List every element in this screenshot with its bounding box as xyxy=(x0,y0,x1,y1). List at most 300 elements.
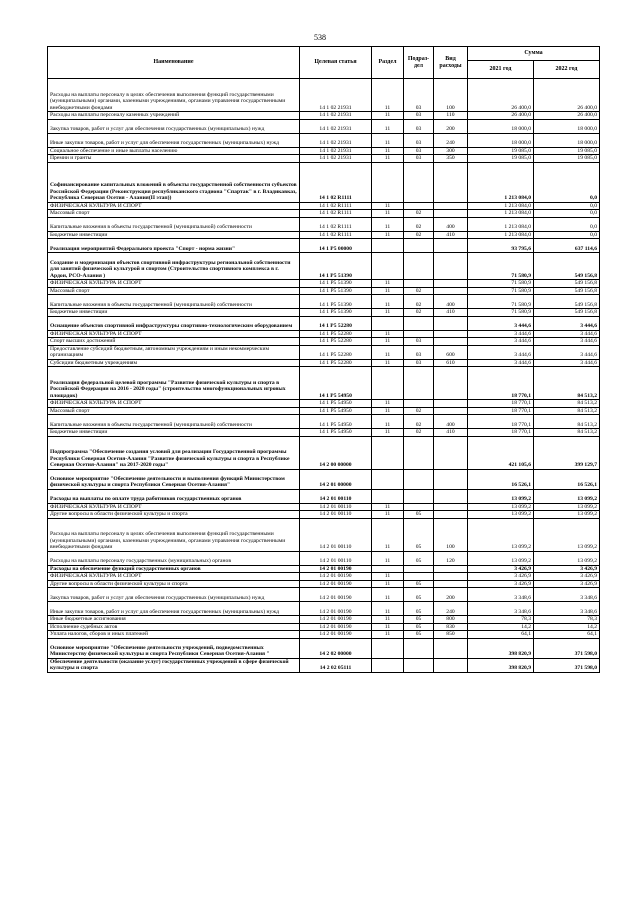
cell-expense-type: 240 xyxy=(434,602,468,616)
table-row xyxy=(48,400,600,408)
cell-subsection xyxy=(404,400,434,408)
cell-name: Бюджетные инвестиции xyxy=(48,309,300,317)
cell-expense-type xyxy=(434,469,468,489)
cell-2022: 3 348,6 xyxy=(534,588,600,602)
cell-2021: 3 444,6 xyxy=(468,359,534,367)
cell-expense-type xyxy=(434,511,468,519)
cell-2022: 3 444,6 xyxy=(534,330,600,338)
cell-section xyxy=(372,239,404,253)
cell-subsection xyxy=(404,253,434,280)
cell-2021: 13 099,2 xyxy=(468,503,534,511)
cell-2022: 18 000,0 xyxy=(534,119,600,133)
cell-2021: 3 444,6 xyxy=(468,345,534,359)
cell-2022: 84 513,2 xyxy=(534,429,600,437)
cell-target-article: 14 2 01 00190 xyxy=(300,623,372,631)
cell-name: Массовый спорт xyxy=(48,407,300,415)
cell-subsection: 02 xyxy=(404,429,434,437)
cell-2022: 0,0 xyxy=(534,210,600,218)
cell-expense-type xyxy=(434,330,468,338)
cell-2021: 78,3 xyxy=(468,616,534,624)
cell-2021: 3 348,6 xyxy=(468,602,534,616)
cell-name: Капитальные вложения в объекты государственной (муниципальной) собственности xyxy=(48,295,300,309)
cell-target-article: 14 2 01 00110 xyxy=(300,489,372,503)
table-row xyxy=(48,580,600,588)
cell-expense-type: 400 xyxy=(434,415,468,429)
cell-2022: 549 156,8 xyxy=(534,295,600,309)
cell-2022: 13 099,2 xyxy=(534,511,600,519)
table-row xyxy=(48,407,600,415)
cell-section: 11 xyxy=(372,623,404,631)
cell-name: Основное мероприятие "Обеспечение деятельности и выполнения функций Министерством физической культуры и спорта Республики Северная Осетия-Алания" xyxy=(48,469,300,489)
cell-expense-type: 610 xyxy=(434,359,468,367)
cell-name: Расходы на выплаты персоналу в целях обеспечения выполнения функций государственными (муниципальными) органами, казенными учреждениями, органами управления государственными внебюджетными фондами xyxy=(48,518,300,551)
cell-name: Закупка товаров, работ и услуг для обеспечения государственных (муниципальных) нужд xyxy=(48,119,300,133)
cell-2021: 26 400,0 xyxy=(468,79,534,112)
cell-target-article: 14 1 P5 54950 xyxy=(300,367,372,400)
cell-target-article: 14 1 P5 51390 xyxy=(300,253,372,280)
cell-section: 11 xyxy=(372,345,404,359)
header-year-2021: 2021 год xyxy=(468,61,534,79)
cell-target-article: 14 2 01 00110 xyxy=(300,551,372,565)
cell-2022: 549 156,8 xyxy=(534,280,600,288)
cell-target-article: 14 2 01 00190 xyxy=(300,565,372,573)
cell-target-article: 14 1 P5 52280 xyxy=(300,338,372,346)
cell-expense-type: 830 xyxy=(434,623,468,631)
cell-target-article: 14 1 02 21931 xyxy=(300,147,372,155)
cell-2022: 371 598,0 xyxy=(534,638,600,658)
cell-section xyxy=(372,469,404,489)
cell-name: Другие вопросы в области физической культуры и спорта xyxy=(48,511,300,519)
cell-target-article: 14 1 P5 54950 xyxy=(300,407,372,415)
cell-2022: 3 444,6 xyxy=(534,316,600,330)
cell-section xyxy=(372,436,404,469)
cell-expense-type xyxy=(434,638,468,658)
cell-2022: 84 513,2 xyxy=(534,415,600,429)
cell-2022: 19 085,0 xyxy=(534,147,600,155)
cell-expense-type xyxy=(434,253,468,280)
cell-target-article: 14 1 P5 54950 xyxy=(300,400,372,408)
cell-2021: 18 770,1 xyxy=(468,400,534,408)
cell-expense-type: 100 xyxy=(434,79,468,112)
cell-target-article: 14 1 P5 51390 xyxy=(300,280,372,288)
cell-2022: 78,3 xyxy=(534,616,600,624)
cell-subsection xyxy=(404,573,434,581)
cell-name: Иные закупки товаров, работ и услуг для обеспечения государственных (муниципальных) нужд xyxy=(48,602,300,616)
cell-name: ФИЗИЧЕСКАЯ КУЛЬТУРА И СПОРТ xyxy=(48,330,300,338)
cell-target-article: 14 1 02 21931 xyxy=(300,79,372,112)
cell-subsection: 05 xyxy=(404,580,434,588)
cell-subsection: 03 xyxy=(404,155,434,163)
cell-2022: 19 085,0 xyxy=(534,155,600,163)
cell-target-article: 14 1 02 R1111 xyxy=(300,162,372,202)
table-row xyxy=(48,638,600,658)
cell-2022: 13 099,2 xyxy=(534,503,600,511)
cell-target-article: 14 1 02 R1111 xyxy=(300,210,372,218)
cell-subsection xyxy=(404,436,434,469)
cell-section: 11 xyxy=(372,133,404,147)
cell-2022: 0,0 xyxy=(534,202,600,210)
cell-2021: 1 213 084,0 xyxy=(468,202,534,210)
cell-name: ФИЗИЧЕСКАЯ КУЛЬТУРА И СПОРТ xyxy=(48,573,300,581)
cell-subsection xyxy=(404,658,434,672)
cell-name: Расходы на выплаты персоналу государственных (муниципальных) органов xyxy=(48,551,300,565)
table-row xyxy=(48,295,600,309)
cell-section: 11 xyxy=(372,280,404,288)
cell-2022: 84 513,2 xyxy=(534,400,600,408)
cell-section: 11 xyxy=(372,580,404,588)
cell-subsection: 03 xyxy=(404,147,434,155)
cell-expense-type: 850 xyxy=(434,631,468,639)
cell-2021: 26 400,0 xyxy=(468,112,534,120)
cell-2021: 13 099,2 xyxy=(468,551,534,565)
table-row xyxy=(48,623,600,631)
header-name: Наименование xyxy=(48,47,300,79)
cell-2022: 637 114,6 xyxy=(534,239,600,253)
cell-2021: 3 426,9 xyxy=(468,580,534,588)
cell-2021: 1 213 084,0 xyxy=(468,162,534,202)
cell-name: Софинансирование капитальных вложений в объекты государственной собственности субъектов Российской Федерации (Реконструкция республиканского стадиона "Спартак" в г. Владикавказ, Республика Северная Осетия - Алания(II этап)) xyxy=(48,162,300,202)
cell-target-article: 14 1 02 21931 xyxy=(300,133,372,147)
cell-2021: 398 820,9 xyxy=(468,658,534,672)
cell-subsection xyxy=(404,638,434,658)
cell-expense-type xyxy=(434,162,468,202)
cell-target-article: 14 1 02 21931 xyxy=(300,119,372,133)
cell-section: 11 xyxy=(372,602,404,616)
cell-subsection: 05 xyxy=(404,631,434,639)
cell-expense-type: 800 xyxy=(434,616,468,624)
cell-section xyxy=(372,253,404,280)
cell-name: ФИЗИЧЕСКАЯ КУЛЬТУРА И СПОРТ xyxy=(48,280,300,288)
cell-name: Расходы на выплаты персоналу в целях обеспечения выполнения функций государственными (муниципальными) органами, казенными учреждениями, органами управления государственными внебюджетными фондами xyxy=(48,79,300,112)
cell-expense-type xyxy=(434,287,468,295)
cell-expense-type: 400 xyxy=(434,217,468,231)
cell-section: 11 xyxy=(372,287,404,295)
table-row xyxy=(48,503,600,511)
header-year-2022: 2022 год xyxy=(534,61,600,79)
cell-section: 11 xyxy=(372,518,404,551)
cell-2021: 71 580,9 xyxy=(468,280,534,288)
cell-section: 11 xyxy=(372,202,404,210)
budget-table xyxy=(47,46,600,673)
cell-target-article: 14 1 P5 51390 xyxy=(300,295,372,309)
table-body xyxy=(48,79,600,673)
cell-expense-type: 400 xyxy=(434,295,468,309)
cell-2022: 371 598,0 xyxy=(534,658,600,672)
cell-section: 11 xyxy=(372,415,404,429)
cell-subsection: 02 xyxy=(404,415,434,429)
cell-2021: 398 820,9 xyxy=(468,638,534,658)
cell-expense-type xyxy=(434,367,468,400)
cell-expense-type xyxy=(434,580,468,588)
cell-2022: 13 099,2 xyxy=(534,489,600,503)
cell-subsection: 05 xyxy=(404,602,434,616)
cell-name: Реализация мероприятий Федерального проекта "Спорт - норма жизни" xyxy=(48,239,300,253)
cell-target-article: 14 2 01 00000 xyxy=(300,469,372,489)
cell-subsection: 02 xyxy=(404,295,434,309)
cell-2022: 0,0 xyxy=(534,217,600,231)
table-row xyxy=(48,210,600,218)
cell-target-article: 14 2 01 00190 xyxy=(300,616,372,624)
cell-name: Предоставление субсидий бюджетным, автономным учреждениям и иным некоммерческим организациям xyxy=(48,345,300,359)
table-row xyxy=(48,518,600,551)
cell-section: 11 xyxy=(372,231,404,239)
cell-expense-type: 120 xyxy=(434,551,468,565)
table-row xyxy=(48,287,600,295)
cell-subsection: 02 xyxy=(404,407,434,415)
cell-2022: 84 513,2 xyxy=(534,367,600,400)
cell-2022: 3 444,6 xyxy=(534,338,600,346)
cell-2021: 3 444,6 xyxy=(468,330,534,338)
cell-subsection: 03 xyxy=(404,345,434,359)
cell-expense-type: 410 xyxy=(434,309,468,317)
cell-section: 11 xyxy=(372,210,404,218)
cell-subsection: 03 xyxy=(404,338,434,346)
header-target-article: Целевая статья xyxy=(300,47,372,79)
cell-expense-type xyxy=(434,202,468,210)
cell-section: 11 xyxy=(372,359,404,367)
cell-expense-type: 200 xyxy=(434,119,468,133)
cell-2021: 18 770,1 xyxy=(468,367,534,400)
cell-name: Основное мероприятие "Обеспечение деятельности учреждений, подведомственных Министерству физической культуры и спорта Республики Северная Осетия-Алания " xyxy=(48,638,300,658)
cell-expense-type xyxy=(434,338,468,346)
cell-subsection xyxy=(404,162,434,202)
cell-section xyxy=(372,565,404,573)
cell-subsection: 05 xyxy=(404,623,434,631)
cell-name: Социальное обеспечение и иные выплаты населению xyxy=(48,147,300,155)
cell-2022: 399 129,7 xyxy=(534,436,600,469)
cell-name: Подпрограмма "Обеспечение создания условий для реализации Государственной программы Республики Северная Осетия-Алания "Развитие физической культуры и спорта в Республике Северная Осетия-Алания" на 2017-2020 годы" xyxy=(48,436,300,469)
cell-section: 11 xyxy=(372,631,404,639)
table-row xyxy=(48,429,600,437)
cell-2022: 18 000,0 xyxy=(534,133,600,147)
table-row xyxy=(48,511,600,519)
cell-expense-type xyxy=(434,407,468,415)
table-row xyxy=(48,602,600,616)
cell-2021: 13 099,2 xyxy=(468,489,534,503)
cell-2021: 13 099,2 xyxy=(468,511,534,519)
cell-name: Оснащение объектов спортивной инфраструктуры спортивно-технологическим оборудованием xyxy=(48,316,300,330)
table-row xyxy=(48,231,600,239)
table-row xyxy=(48,551,600,565)
cell-target-article: 14 2 01 00190 xyxy=(300,631,372,639)
cell-2021: 3 426,9 xyxy=(468,573,534,581)
table-row xyxy=(48,565,600,573)
cell-2021: 18 770,1 xyxy=(468,407,534,415)
cell-subsection xyxy=(404,565,434,573)
cell-section xyxy=(372,367,404,400)
cell-2021: 3 348,6 xyxy=(468,588,534,602)
cell-subsection: 02 xyxy=(404,309,434,317)
cell-subsection: 03 xyxy=(404,359,434,367)
table-row xyxy=(48,469,600,489)
cell-section: 11 xyxy=(372,616,404,624)
cell-2021: 71 580,9 xyxy=(468,295,534,309)
cell-2022: 549 156,8 xyxy=(534,287,600,295)
cell-expense-type xyxy=(434,316,468,330)
table-row xyxy=(48,253,600,280)
cell-2021: 13 099,2 xyxy=(468,518,534,551)
cell-section: 11 xyxy=(372,551,404,565)
cell-name: Субсидии бюджетным учреждениям xyxy=(48,359,300,367)
cell-name: Капитальные вложения в объекты государственной (муниципальной) собственности xyxy=(48,415,300,429)
cell-subsection: 03 xyxy=(404,119,434,133)
header-subsection: Подраз-дел xyxy=(404,47,434,79)
cell-subsection: 05 xyxy=(404,511,434,519)
cell-target-article: 14 1 P5 54950 xyxy=(300,429,372,437)
cell-name: Обеспечение деятельности (оказание услуг) государственных учреждений в сфере физической культуры и спорта xyxy=(48,658,300,672)
cell-name: Расходы на выплаты по оплате труда работников государственных органов xyxy=(48,489,300,503)
cell-name: Капитальные вложения в объекты государственной (муниципальной) собственности xyxy=(48,217,300,231)
cell-expense-type xyxy=(434,503,468,511)
cell-2022: 26 400,0 xyxy=(534,79,600,112)
cell-name: Исполнение судебных актов xyxy=(48,623,300,631)
cell-section: 11 xyxy=(372,217,404,231)
cell-expense-type xyxy=(434,210,468,218)
cell-subsection: 03 xyxy=(404,79,434,112)
cell-expense-type: 600 xyxy=(434,345,468,359)
table-row xyxy=(48,330,600,338)
cell-target-article: 14 1 02 R1111 xyxy=(300,217,372,231)
cell-subsection xyxy=(404,202,434,210)
cell-2021: 19 085,0 xyxy=(468,155,534,163)
cell-target-article: 14 1 P5 52280 xyxy=(300,359,372,367)
table-row xyxy=(48,202,600,210)
cell-name: Бюджетные инвестиции xyxy=(48,231,300,239)
cell-section: 11 xyxy=(372,429,404,437)
cell-target-article: 14 2 01 00190 xyxy=(300,602,372,616)
cell-name: ФИЗИЧЕСКАЯ КУЛЬТУРА И СПОРТ xyxy=(48,400,300,408)
cell-target-article: 14 1 P5 54950 xyxy=(300,415,372,429)
table-row xyxy=(48,217,600,231)
cell-subsection: 05 xyxy=(404,518,434,551)
cell-name: Массовый спорт xyxy=(48,210,300,218)
cell-2022: 14,2 xyxy=(534,623,600,631)
cell-expense-type: 200 xyxy=(434,588,468,602)
cell-name: Уплата налогов, сборов и иных платежей xyxy=(48,631,300,639)
cell-subsection xyxy=(404,330,434,338)
cell-2021: 18 000,0 xyxy=(468,119,534,133)
cell-2021: 421 105,6 xyxy=(468,436,534,469)
cell-section: 11 xyxy=(372,295,404,309)
cell-section: 11 xyxy=(372,112,404,120)
table-row xyxy=(48,338,600,346)
cell-section xyxy=(372,638,404,658)
cell-section: 11 xyxy=(372,503,404,511)
table-row xyxy=(48,147,600,155)
cell-expense-type: 350 xyxy=(434,155,468,163)
cell-2021: 18 770,1 xyxy=(468,415,534,429)
cell-name: Расходы на обеспечение функций государственных органов xyxy=(48,565,300,573)
cell-subsection xyxy=(404,489,434,503)
table-row xyxy=(48,631,600,639)
cell-target-article: 14 2 02 00000 xyxy=(300,638,372,658)
table-row xyxy=(48,133,600,147)
cell-section: 11 xyxy=(372,588,404,602)
cell-target-article: 14 1 P5 51390 xyxy=(300,309,372,317)
cell-section: 11 xyxy=(372,155,404,163)
cell-2021: 1 213 084,0 xyxy=(468,210,534,218)
cell-name: Реализация федеральной целевой программы "Развитие физической культуры и спорта в Российской Федерации на 2016 - 2020 годы" (строительство многофункциональных игровых площадок) xyxy=(48,367,300,400)
cell-2021: 16 526,1 xyxy=(468,469,534,489)
table-row xyxy=(48,489,600,503)
cell-target-article: 14 2 01 00190 xyxy=(300,580,372,588)
table-row xyxy=(48,112,600,120)
cell-target-article: 14 1 02 21931 xyxy=(300,155,372,163)
table-row xyxy=(48,359,600,367)
cell-2022: 26 400,0 xyxy=(534,112,600,120)
cell-name: Иные закупки товаров, работ и услуг для обеспечения государственных (муниципальных) нужд xyxy=(48,133,300,147)
cell-expense-type xyxy=(434,436,468,469)
cell-2022: 3 426,9 xyxy=(534,573,600,581)
cell-expense-type xyxy=(434,400,468,408)
cell-target-article: 14 2 01 00110 xyxy=(300,503,372,511)
cell-2022: 16 526,1 xyxy=(534,469,600,489)
cell-target-article: 14 1 02 R1111 xyxy=(300,202,372,210)
cell-target-article: 14 2 01 00110 xyxy=(300,511,372,519)
table-row xyxy=(48,119,600,133)
cell-section: 11 xyxy=(372,147,404,155)
cell-expense-type: 410 xyxy=(434,231,468,239)
table-row xyxy=(48,162,600,202)
cell-target-article: 14 1 P5 00000 xyxy=(300,239,372,253)
table-row xyxy=(48,316,600,330)
cell-target-article: 14 2 02 05111 xyxy=(300,658,372,672)
cell-2021: 1 213 084,0 xyxy=(468,231,534,239)
cell-name: Бюджетные инвестиции xyxy=(48,429,300,437)
cell-expense-type xyxy=(434,489,468,503)
table-row xyxy=(48,345,600,359)
cell-expense-type xyxy=(434,565,468,573)
cell-name: Расходы на выплаты персоналу казенных учреждений xyxy=(48,112,300,120)
cell-2021: 14,2 xyxy=(468,623,534,631)
cell-section xyxy=(372,162,404,202)
table-row xyxy=(48,367,600,400)
cell-2021: 71 580,9 xyxy=(468,287,534,295)
cell-name: Иные бюджетные ассигнования xyxy=(48,616,300,624)
cell-section: 11 xyxy=(372,309,404,317)
cell-2022: 3 426,9 xyxy=(534,565,600,573)
cell-2021: 71 580,9 xyxy=(468,253,534,280)
cell-subsection: 05 xyxy=(404,588,434,602)
cell-subsection: 05 xyxy=(404,616,434,624)
cell-2021: 93 795,6 xyxy=(468,239,534,253)
cell-target-article: 14 1 P5 52280 xyxy=(300,316,372,330)
cell-expense-type: 410 xyxy=(434,429,468,437)
cell-subsection xyxy=(404,316,434,330)
cell-target-article: 14 1 P5 52280 xyxy=(300,345,372,359)
cell-2021: 64,1 xyxy=(468,631,534,639)
cell-2022: 3 426,9 xyxy=(534,580,600,588)
cell-2021: 3 444,6 xyxy=(468,316,534,330)
cell-subsection: 02 xyxy=(404,210,434,218)
cell-section xyxy=(372,489,404,503)
cell-subsection: 05 xyxy=(404,551,434,565)
cell-name: ФИЗИЧЕСКАЯ КУЛЬТУРА И СПОРТ xyxy=(48,202,300,210)
cell-subsection xyxy=(404,469,434,489)
cell-2021: 18 770,1 xyxy=(468,429,534,437)
cell-name: Спорт высших достижений xyxy=(48,338,300,346)
cell-2021: 3 444,6 xyxy=(468,338,534,346)
cell-subsection xyxy=(404,367,434,400)
cell-expense-type xyxy=(434,658,468,672)
cell-expense-type: 100 xyxy=(434,518,468,551)
table-row xyxy=(48,239,600,253)
cell-name: Массовый спорт xyxy=(48,287,300,295)
cell-section: 11 xyxy=(372,119,404,133)
table-row xyxy=(48,616,600,624)
cell-expense-type: 110 xyxy=(434,112,468,120)
cell-section: 11 xyxy=(372,338,404,346)
